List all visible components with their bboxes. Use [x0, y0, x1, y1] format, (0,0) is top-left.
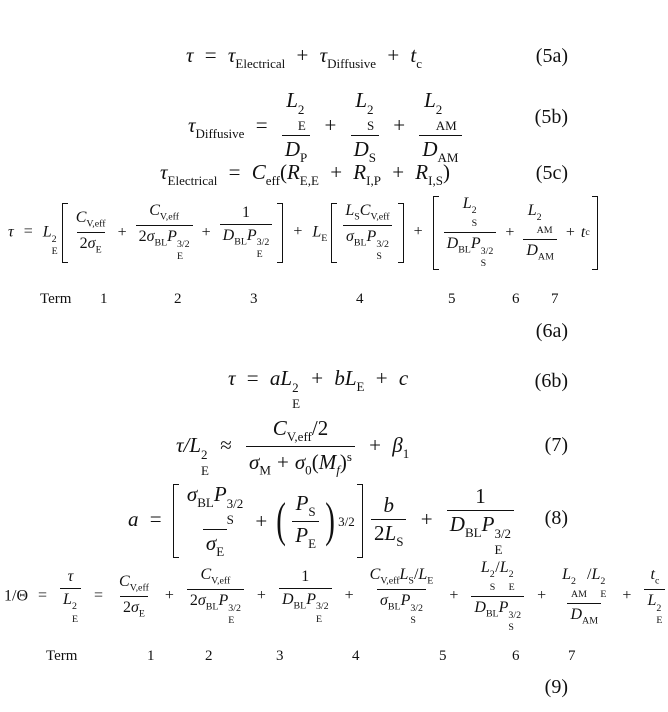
plus-sign: + — [392, 160, 405, 184]
subscript: AM — [437, 150, 459, 166]
plus-sign: + — [393, 112, 406, 137]
subscript: Diffusive — [327, 55, 377, 71]
plus-sign: + — [293, 223, 303, 241]
l-symbol: L — [647, 592, 657, 610]
number: 1 — [242, 203, 250, 221]
subscript: V,eff — [380, 575, 400, 587]
subscript: S — [368, 150, 376, 166]
term-number: 7 — [551, 291, 559, 307]
sigma-symbol: σ — [205, 531, 217, 556]
subscript: E — [95, 244, 102, 256]
subscript: E,E — [299, 172, 319, 188]
subscript: E — [508, 581, 515, 593]
number: 2 — [138, 228, 147, 246]
superscript: 3/2 — [176, 238, 190, 250]
subscript: S — [480, 258, 487, 270]
subscript: AM — [571, 588, 587, 600]
plus-sign: + — [537, 587, 547, 605]
subscript: BL — [293, 600, 307, 612]
tau-symbol: τ — [228, 366, 236, 390]
superscript: 3/2 — [256, 237, 270, 249]
superscript: 2 — [489, 569, 495, 581]
subscript: f — [336, 462, 340, 478]
subscript: S — [367, 117, 375, 133]
plus-sign: + — [505, 223, 515, 241]
term-number: 2 — [205, 648, 213, 664]
subscript: 0 — [305, 462, 312, 478]
subscript: c — [654, 575, 660, 587]
a-symbol: a — [128, 506, 139, 531]
superscript: 2 — [508, 569, 514, 581]
subscript: V,eff — [370, 211, 390, 223]
tau-symbol: τ — [319, 43, 328, 67]
p-symbol: P — [366, 228, 377, 246]
subscript: E — [71, 613, 78, 625]
subscript: M — [259, 462, 271, 478]
subscript: V,eff — [129, 582, 149, 594]
superscript: s — [346, 448, 352, 464]
l-symbol: L — [424, 88, 436, 112]
l-symbol: L — [189, 433, 202, 458]
t-symbol: t — [650, 565, 655, 583]
l-symbol: L — [344, 366, 357, 390]
equation-5c: $\tau_{Electrical} = C_{eff}(R_{E,E} + R_{I,P} + R_{I,S})$ — [160, 160, 450, 188]
term-number: 3 — [250, 291, 258, 307]
number: 1 — [301, 567, 310, 585]
subscript: 1 — [402, 445, 410, 461]
term-label: Term — [46, 648, 78, 664]
subscript: E — [176, 251, 184, 263]
subscript: S — [410, 615, 416, 627]
term-number: 6 — [512, 291, 520, 307]
p-symbol: P — [246, 226, 257, 244]
t-symbol: t — [410, 43, 417, 67]
l-symbol: L — [591, 565, 601, 583]
d-symbol: D — [422, 137, 438, 162]
plus-sign: + — [311, 366, 324, 390]
subscript: eff — [265, 172, 280, 188]
subscript: E — [356, 378, 365, 394]
fraction — [282, 90, 310, 164]
subscript: S — [489, 581, 496, 593]
c-symbol: C — [200, 565, 212, 583]
superscript: 2 — [71, 601, 77, 613]
tau-symbol: τ — [186, 43, 194, 67]
term-number: 5 — [439, 648, 447, 664]
subscript: BL — [205, 601, 219, 613]
term-number: 4 — [356, 291, 364, 307]
subscript: E — [427, 575, 434, 587]
plus-sign: + — [324, 112, 337, 137]
c-symbol: C — [149, 201, 160, 219]
subscript: AM — [537, 251, 554, 263]
l-symbol: L — [42, 223, 52, 241]
subscript: E — [297, 117, 306, 133]
subscript: BL — [458, 244, 471, 256]
c-symbol: c — [398, 366, 409, 390]
equation-9-expansion — [4, 560, 668, 634]
subscript: S — [226, 511, 234, 527]
bracket-group — [62, 203, 284, 263]
c-symbol: C — [369, 565, 381, 583]
plus-sign: + — [387, 43, 400, 67]
t-symbol: t — [580, 223, 586, 241]
slash: / — [586, 565, 592, 583]
r-symbol: R — [286, 160, 300, 184]
p-symbol: P — [295, 490, 309, 515]
equals-sign: = — [38, 587, 48, 605]
l-symbol: L — [480, 559, 490, 576]
subscript: E — [494, 541, 503, 557]
fraction — [447, 483, 514, 557]
subscript: E — [138, 608, 145, 620]
superscript: 2 — [201, 447, 208, 463]
subscript: V,eff — [286, 428, 312, 444]
equation-6b — [228, 368, 408, 410]
beta-symbol: β — [392, 433, 403, 458]
subscript: S — [376, 251, 382, 263]
a-symbol: a — [269, 366, 281, 390]
superscript: 3/2 — [228, 602, 241, 614]
p-symbol: P — [470, 235, 481, 253]
p-symbol: P — [295, 522, 309, 547]
subscript: V,eff — [211, 575, 231, 587]
tau-symbol: τ — [67, 567, 74, 585]
plus-sign: + — [276, 449, 289, 474]
subscript: BL — [154, 237, 168, 249]
l-symbol: L — [286, 88, 298, 112]
plus-sign: + — [201, 223, 211, 241]
slash: / — [495, 559, 500, 576]
d-symbol: D — [526, 242, 538, 260]
equals-sign: = — [149, 506, 162, 531]
d-symbol: D — [474, 599, 486, 617]
superscript: 3/2 — [338, 513, 355, 529]
bracket-group — [433, 196, 598, 270]
subscript: Electrical — [167, 172, 218, 188]
equation-5b — [188, 90, 465, 164]
d-symbol: D — [446, 235, 459, 253]
plus-sign: + — [369, 433, 381, 458]
c-symbol: C — [75, 208, 87, 226]
l-symbol: L — [418, 565, 428, 583]
superscript: 2 — [297, 102, 305, 118]
tau-symbol: τ — [160, 160, 168, 184]
sigma-symbol: σ — [249, 449, 260, 474]
subscript: E — [51, 246, 58, 258]
p-symbol: P — [218, 592, 229, 610]
l-symbol: L — [384, 520, 397, 545]
l-symbol: L — [399, 565, 409, 583]
r-symbol: R — [353, 160, 367, 184]
plus-sign: + — [164, 587, 174, 605]
equation-5a — [186, 45, 422, 70]
sigma-symbol: σ — [345, 228, 354, 246]
plus-sign: + — [296, 43, 309, 67]
term-label: Term — [40, 291, 72, 307]
subscript: BL — [485, 608, 499, 620]
term-number: 3 — [276, 648, 284, 664]
bracket-group — [331, 203, 403, 263]
sigma-symbol: σ — [87, 235, 96, 253]
term-number: 5 — [448, 291, 456, 307]
superscript: 2 — [51, 233, 57, 245]
b-symbol: b — [334, 366, 345, 390]
inverse-theta: 1/Θ — [4, 587, 28, 605]
subscript: BL — [464, 524, 482, 540]
subscript: E — [315, 613, 323, 625]
superscript: 3/2 — [494, 526, 512, 542]
fraction — [419, 90, 461, 164]
subscript: E — [216, 544, 225, 560]
sigma-symbol: σ — [380, 592, 388, 610]
equals-sign: = — [246, 366, 259, 390]
term-number: 6 — [512, 648, 520, 664]
term-number: 1 — [100, 291, 108, 307]
equation-label-9: (9) — [544, 676, 568, 698]
superscript: 2 — [536, 212, 542, 224]
subscript: E — [600, 588, 607, 600]
superscript: 2 — [292, 380, 299, 396]
subscript: BL — [234, 236, 247, 248]
equation-label-6a: (6a) — [535, 320, 568, 342]
d-symbol: D — [449, 511, 465, 536]
d-symbol: D — [353, 137, 369, 162]
sigma-symbol: σ — [294, 449, 306, 474]
equation-label-5b: (5b) — [534, 106, 568, 128]
number: 2 — [189, 592, 198, 610]
l-symbol: L — [527, 201, 537, 219]
superscript: 3/2 — [315, 601, 329, 613]
fraction: $\frac{C_{V,eff}/2}{\sigma_M + \sigma_0(M_f)^s}$ — [246, 418, 355, 477]
subscript: I,S — [428, 172, 443, 188]
equation-8 — [128, 484, 517, 558]
plus-sign: + — [256, 587, 266, 605]
subscript: V,eff — [86, 218, 106, 230]
subscript: Diffusive — [195, 125, 245, 141]
l-symbol: L — [63, 590, 72, 608]
number: 2 — [79, 235, 88, 253]
number: 1 — [475, 483, 486, 508]
plus-sign: + — [375, 366, 388, 390]
term-number: 1 — [147, 648, 155, 664]
plus-sign: + — [330, 160, 343, 184]
c-symbol: C — [272, 416, 287, 440]
tau-symbol: τ/ — [176, 433, 190, 458]
subscript: S — [396, 533, 404, 549]
p-symbol: P — [306, 590, 316, 608]
superscript: 3/2 — [410, 602, 424, 614]
l-symbol: L — [355, 88, 367, 112]
subscript: E — [228, 615, 235, 627]
m-symbol: M — [318, 449, 337, 474]
equation-label-7: (7) — [544, 434, 568, 456]
superscript: 3/2 — [480, 245, 494, 257]
superscript: 2 — [656, 602, 662, 614]
d-symbol: D — [281, 590, 294, 608]
equation-label-5c: (5c) — [535, 162, 568, 184]
r-symbol: R — [415, 160, 429, 184]
b-symbol: b — [383, 492, 394, 517]
number: 2 — [122, 599, 131, 617]
c-symbol: C — [119, 572, 130, 590]
superscript: 2 — [471, 205, 477, 217]
subscript: BL — [353, 237, 367, 249]
subscript: E — [292, 395, 301, 411]
term-number: 2 — [174, 291, 182, 307]
equation-label-5a: (5a) — [535, 45, 568, 67]
plus-sign: + — [622, 587, 632, 605]
sigma-symbol: σ — [186, 482, 198, 506]
equation-7 — [176, 418, 409, 478]
subscript: S — [508, 622, 514, 634]
equals-sign: = — [255, 112, 268, 137]
plus-sign: + — [449, 587, 459, 605]
subscript: c — [416, 55, 423, 71]
equals-sign: = — [94, 587, 104, 605]
term-row-2 — [0, 648, 600, 668]
c-symbol: C — [251, 160, 266, 184]
subscript: P — [299, 150, 308, 166]
fraction — [351, 90, 379, 164]
l-symbol: L — [345, 201, 355, 219]
p-symbol: P — [400, 592, 411, 610]
subscript: E — [656, 615, 663, 627]
plus-sign: + — [344, 587, 354, 605]
sigma-symbol: σ — [130, 599, 139, 617]
subscript: E — [321, 232, 328, 244]
l-symbol: L — [312, 223, 322, 241]
subscript: AM — [536, 224, 553, 236]
superscript: 3/2 — [226, 496, 244, 512]
superscript: 3/2 — [508, 609, 522, 621]
plus-sign: + — [255, 508, 268, 533]
superscript: 2 — [600, 576, 606, 588]
equals-sign: = — [204, 43, 217, 67]
subscript: BL — [197, 494, 214, 510]
subscript: AM — [582, 615, 599, 627]
subscript: E — [308, 535, 317, 551]
equation-label-6b: (6b) — [534, 370, 568, 392]
subscript: c — [585, 226, 590, 238]
plus-sign: + — [117, 223, 127, 241]
subscript: V,eff — [159, 211, 180, 223]
fraction — [371, 492, 406, 549]
equals-sign: = — [23, 223, 33, 241]
term-row-1 — [0, 291, 600, 311]
number: /2 — [311, 416, 329, 440]
superscript: 2 — [435, 102, 443, 118]
subscript: S — [354, 211, 360, 223]
slash: / — [413, 565, 419, 583]
subscript: S — [408, 575, 414, 587]
plus-sign: + — [413, 223, 423, 241]
l-symbol: L — [499, 559, 509, 576]
p-symbol: P — [498, 599, 509, 617]
subscript: E — [256, 249, 263, 261]
subscript: I,P — [366, 172, 381, 188]
subscript: S — [308, 503, 316, 519]
term-number: 4 — [352, 648, 360, 664]
tau-symbol: τ — [8, 223, 14, 241]
l-symbol: L — [562, 565, 572, 583]
equals-sign: = — [228, 160, 241, 184]
p-symbol: P — [213, 482, 227, 506]
sigma-symbol: σ — [197, 592, 206, 610]
superscript: 2 — [571, 576, 576, 588]
term-number: 7 — [568, 648, 576, 664]
sigma-symbol: σ — [146, 228, 155, 246]
superscript: 3/2 — [376, 238, 389, 250]
d-symbol: D — [284, 137, 300, 162]
subscript: AM — [435, 117, 457, 133]
p-symbol: P — [167, 228, 177, 246]
tau-symbol: τ — [227, 43, 236, 67]
subscript: Electrical — [235, 55, 286, 71]
superscript: 2 — [367, 102, 374, 118]
equation-6-expansion — [8, 196, 598, 270]
d-symbol: D — [570, 606, 583, 624]
subscript: S — [471, 217, 478, 229]
bracket-group: $\sigma_{BL}P$ 3/2 S $\sigma_E$ + ( $\frac{P_S}{P_E}$ ) 3/2 — [173, 484, 363, 558]
subscript: E — [201, 462, 209, 478]
l-symbol: L — [462, 195, 472, 212]
c-symbol: C — [359, 201, 371, 219]
equation-label-8: (8) — [544, 507, 568, 529]
plus-sign: + — [420, 506, 433, 531]
p-symbol: P — [481, 511, 495, 536]
approx-sign: ≈ — [220, 433, 232, 458]
subscript: BL — [387, 601, 401, 613]
plus-sign: + — [565, 223, 575, 241]
number: 2 — [374, 520, 385, 545]
tau-symbol: τ — [188, 112, 196, 137]
l-symbol: L — [280, 366, 293, 390]
d-symbol: D — [222, 226, 235, 244]
